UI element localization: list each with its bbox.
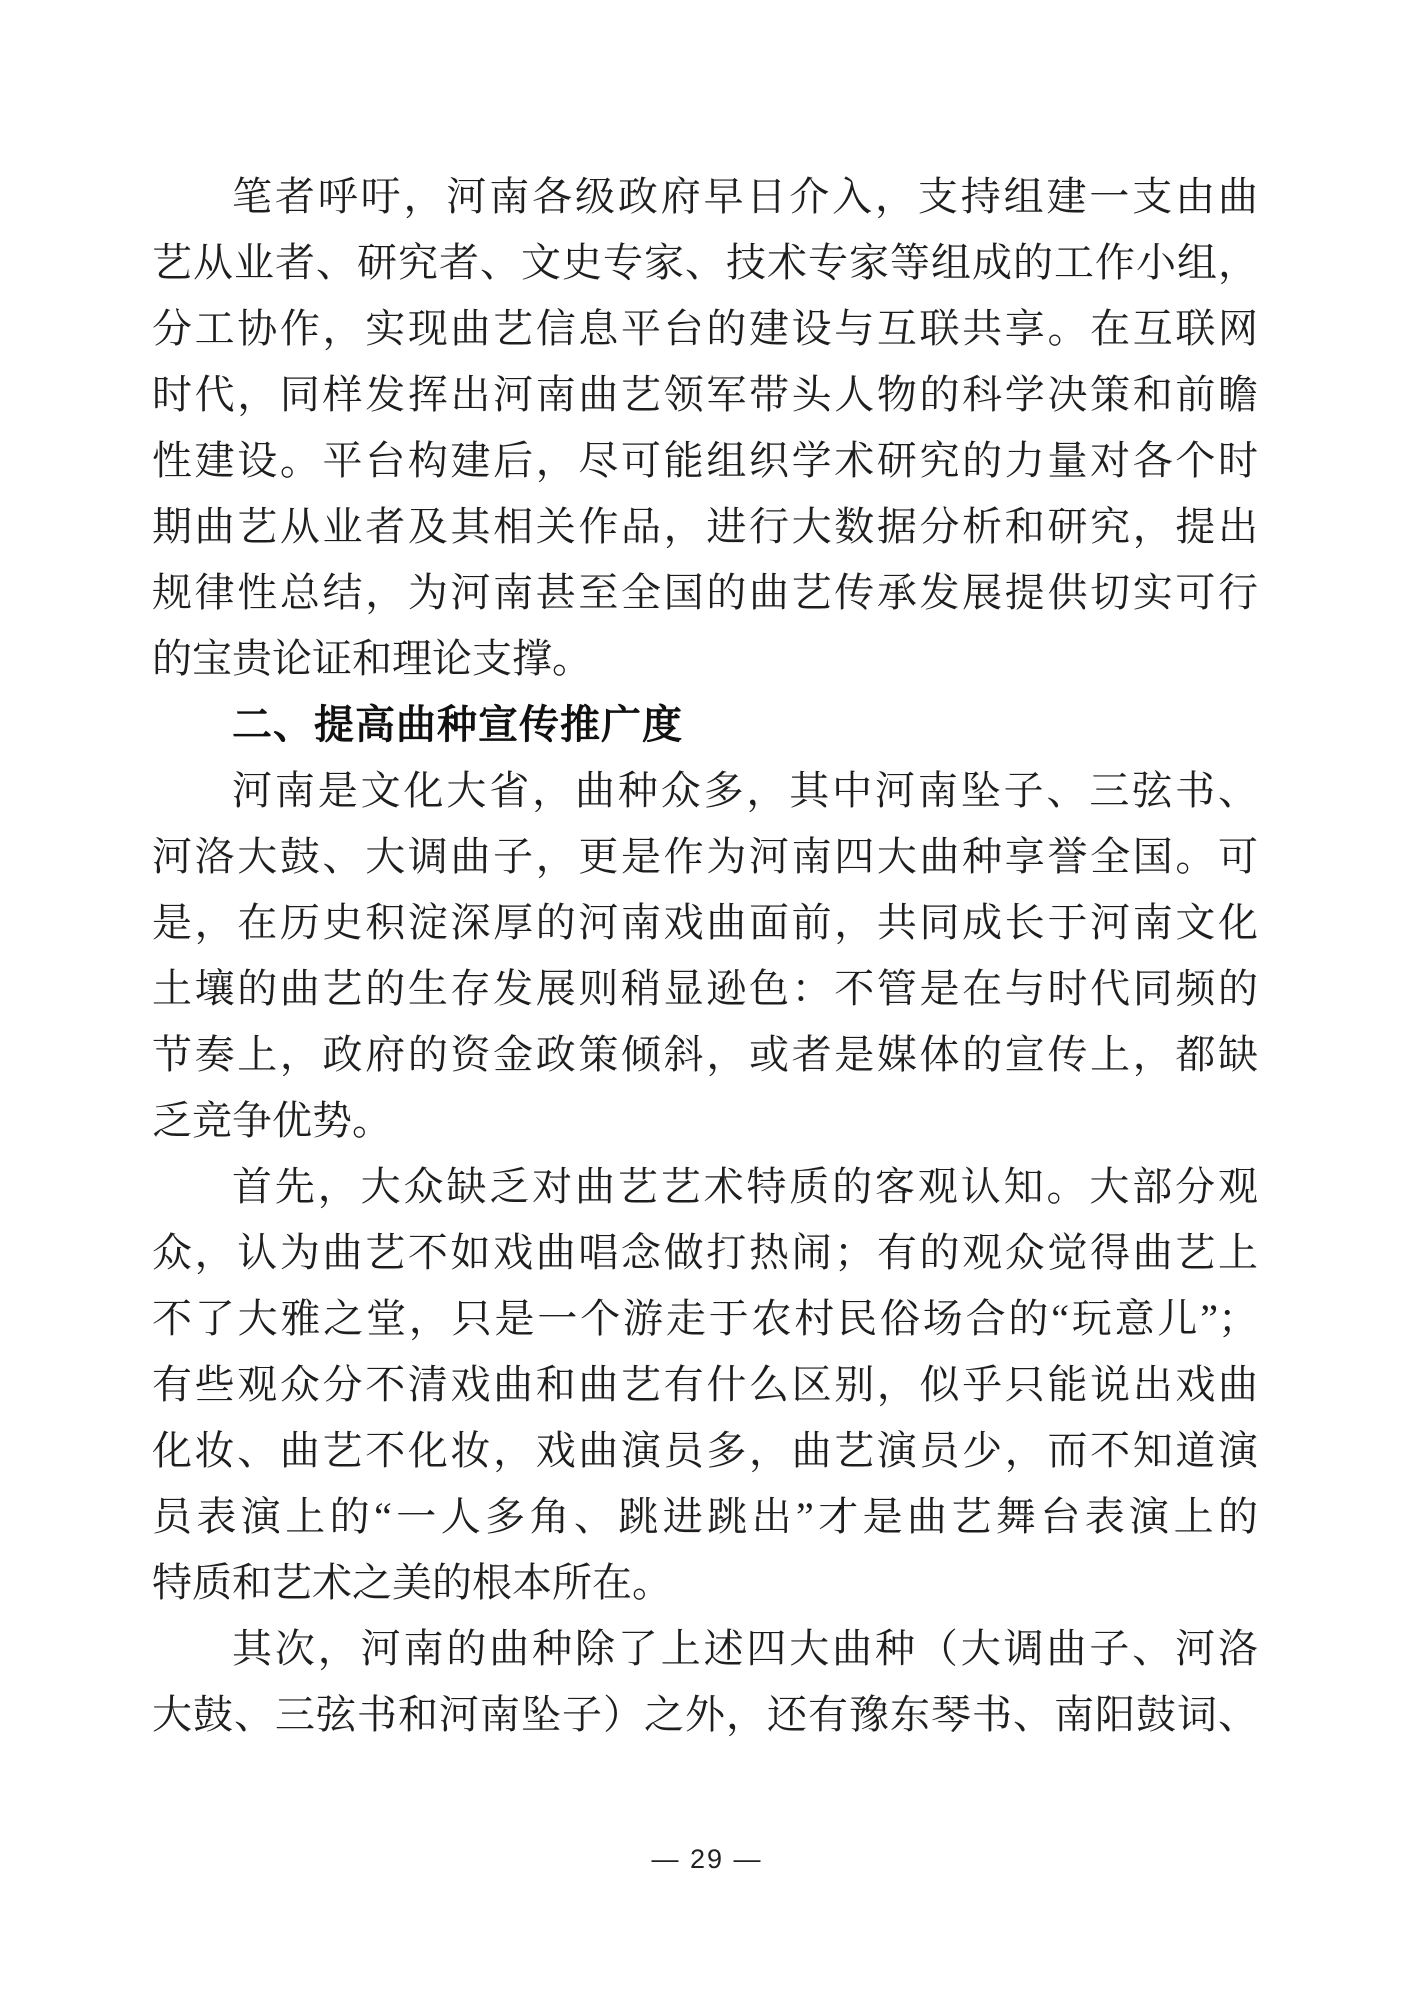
paragraph-line: 特质和艺术之美的根本所在。 bbox=[152, 1560, 672, 1605]
paragraph-line: 有些观众分不清戏曲和曲艺有什么区别，似乎只能说出戏曲 bbox=[152, 1362, 1258, 1407]
paragraph-line: 分工协作，实现曲艺信息平台的建设与互联共享。在互联网 bbox=[152, 306, 1258, 351]
paragraph-line: 时代，同样发挥出河南曲艺领军带头人物的科学决策和前瞻 bbox=[152, 372, 1258, 417]
paragraph-line: 笔者呼吁，河南各级政府早日介入，支持组建一支由曲 bbox=[232, 174, 1258, 219]
paragraph-line: 首先，大众缺乏对曲艺艺术特质的客观认知。大部分观 bbox=[232, 1164, 1258, 1209]
paragraph-line: 众，认为曲艺不如戏曲唱念做打热闹；有的观众觉得曲艺上 bbox=[152, 1230, 1258, 1275]
paragraph-line: 艺从业者、研究者、文史专家、技术专家等组成的工作小组， bbox=[152, 240, 1258, 285]
paragraph-line: 河南是文化大省，曲种众多，其中河南坠子、三弦书、 bbox=[232, 768, 1258, 813]
paragraph-line: 土壤的曲艺的生存发展则稍显逊色：不管是在与时代同频的 bbox=[152, 966, 1258, 1011]
section-heading: 二、提高曲种宣传推广度 bbox=[232, 703, 683, 747]
paragraph-line: 员表演上的“一人多角、跳进跳出”才是曲艺舞台表演上的 bbox=[152, 1494, 1258, 1539]
paragraph-line: 规律性总结，为河南甚至全国的曲艺传承发展提供切实可行 bbox=[152, 570, 1258, 615]
paragraph-line: 河洛大鼓、大调曲子，更是作为河南四大曲种享誉全国。可 bbox=[152, 834, 1258, 879]
page-number: — 29 — bbox=[651, 1844, 763, 1874]
document-body bbox=[152, 164, 1258, 1748]
paragraph-line: 其次，河南的曲种除了上述四大曲种（大调曲子、河洛 bbox=[232, 1626, 1258, 1671]
paragraph-line: 的宝贵论证和理论支撑。 bbox=[152, 636, 592, 681]
page-footer bbox=[0, 1844, 1414, 1875]
paragraph-line: 不了大雅之堂，只是一个游走于农村民俗场合的“玩意儿”； bbox=[152, 1296, 1258, 1341]
paragraph-line: 节奏上，政府的资金政策倾斜，或者是媒体的宣传上，都缺 bbox=[152, 1032, 1258, 1077]
paragraph-line: 是，在历史积淀深厚的河南戏曲面前，共同成长于河南文化 bbox=[152, 900, 1258, 945]
paragraph-line: 期曲艺从业者及其相关作品，进行大数据分析和研究，提出 bbox=[152, 504, 1258, 549]
paragraph-line: 性建设。平台构建后，尽可能组织学术研究的力量对各个时 bbox=[152, 438, 1258, 483]
paragraph-line: 乏竞争优势。 bbox=[152, 1098, 392, 1143]
paragraph-line: 大鼓、三弦书和河南坠子）之外，还有豫东琴书、南阳鼓词、 bbox=[152, 1692, 1258, 1737]
paragraph-line: 化妆、曲艺不化妆，戏曲演员多，曲艺演员少，而不知道演 bbox=[152, 1428, 1258, 1473]
